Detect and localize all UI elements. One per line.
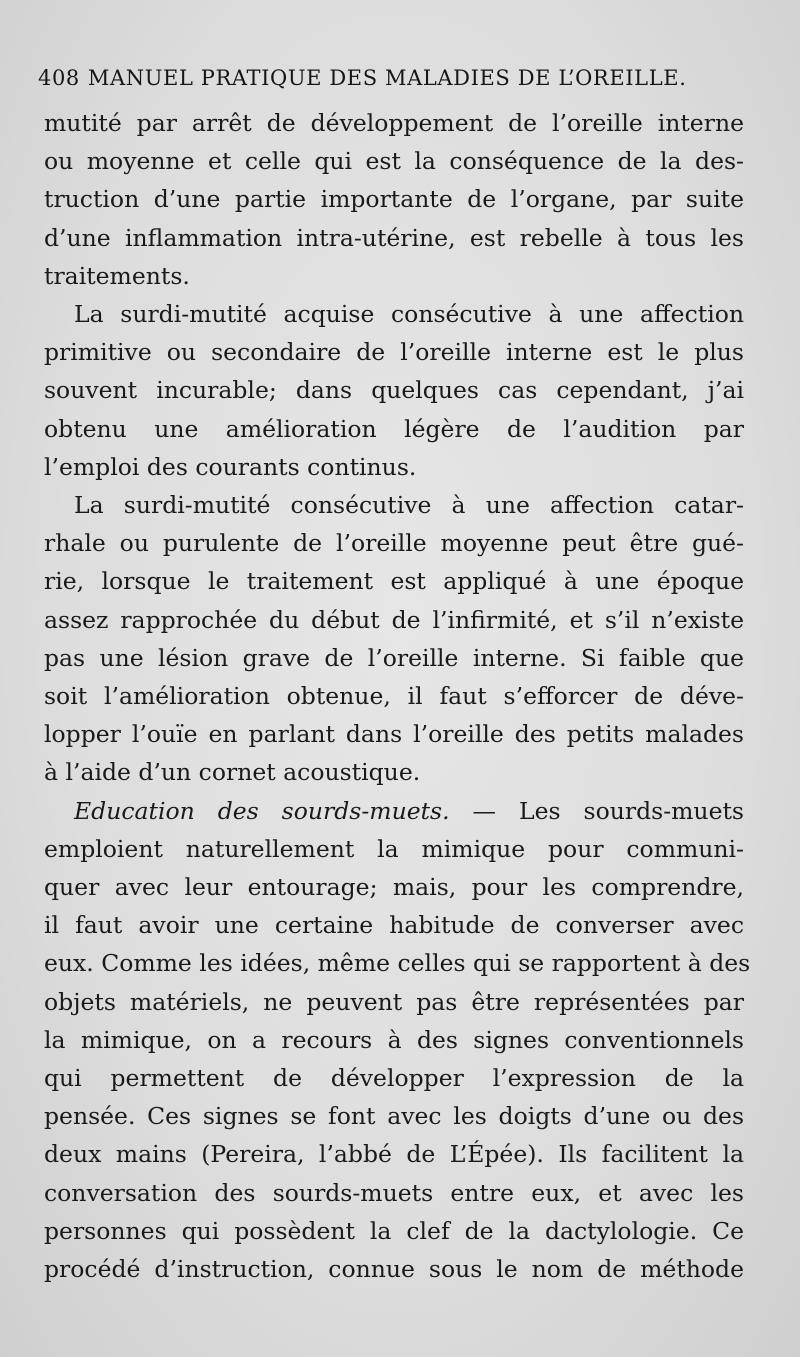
- text-line: lopper l’ouïe en parlant dans l’oreille des petits malades: [44, 720, 744, 749]
- text-line: pensée. Ces signes se font avec les doigts d’une ou des: [44, 1102, 744, 1131]
- text-line: d’une inflammation intra-utérine, est rebelle à tous les: [44, 223, 744, 252]
- text-line: procédé d’instruction, connue sous le nom de méthode: [44, 1255, 744, 1284]
- em-dash: —: [472, 796, 497, 825]
- text-line: obtenu une amélioration légère de l’audition par: [44, 414, 744, 443]
- text-line: la mimique, on a recours à des signes conventionnels: [44, 1025, 744, 1054]
- text-line: assez rapprochée du début de l’infirmité, et s’il n’existe: [44, 605, 744, 634]
- text-line: emploient naturellement la mimique pour communi-: [44, 834, 744, 863]
- text-line: pas une lésion grave de l’oreille interne. Si faible que: [44, 643, 744, 672]
- text-line: mutité par arrêt de développement de l’oreille interne: [44, 109, 744, 137]
- text-line: personnes qui possèdent la clef de la dactylologie. Ce: [44, 1216, 744, 1245]
- running-title: MANUEL PRATIQUE DES MALADIES DE L’OREILLE.: [87, 66, 687, 90]
- text-line: deux mains (Pereira, l’abbé de L’Épée). Ils facilitent la: [44, 1140, 744, 1169]
- text-line: ou moyenne et celle qui est la conséquence de la des-: [44, 147, 744, 176]
- page-number: 408: [38, 66, 80, 90]
- text-line: l’emploi des courants continus.: [44, 452, 417, 481]
- text-line: rie, lorsque le traitement est appliqué à une époque: [44, 567, 744, 596]
- text-run: Les sourds-muets: [519, 796, 744, 825]
- section-heading: Education des sourds-muets.: [74, 796, 450, 825]
- text-line: soit l’amélioration obtenue, il faut s’efforcer de déve-: [44, 682, 744, 711]
- text-line: quer avec leur entourage; mais, pour les comprendre,: [44, 873, 744, 902]
- text-line: qui permettent de développer l’expression de la: [44, 1064, 744, 1093]
- text-line: souvent incurable; dans quelques cas cependant, j’ai: [44, 376, 744, 405]
- text-line: conversation des sourds-muets entre eux, et avec les: [44, 1178, 744, 1207]
- text-line: La surdi-mutité consécutive à une affection catar-: [74, 491, 744, 520]
- text-line: eux. Comme les idées, même celles qui se rapportent à des: [44, 949, 751, 978]
- text-line: objets matériels, ne peuvent pas être représentées par: [44, 987, 744, 1016]
- text-line: La surdi-mutité acquise consécutive à une affection: [74, 300, 744, 329]
- text-line: rhale ou purulente de l’oreille moyenne peut être gué-: [44, 529, 744, 558]
- text-line: traitements.: [44, 261, 190, 290]
- text-line: primitive ou secondaire de l’oreille interne est le plus: [44, 338, 744, 367]
- text-line: il faut avoir une certaine habitude de converser avec: [44, 911, 744, 940]
- running-header: [38, 66, 768, 90]
- text-line: à l’aide d’un cornet acoustique.: [44, 758, 421, 787]
- text-line: truction d’une partie importante de l’organe, par suite: [44, 185, 744, 214]
- body-text: [44, 104, 751, 1288]
- section-heading-line: [44, 792, 744, 830]
